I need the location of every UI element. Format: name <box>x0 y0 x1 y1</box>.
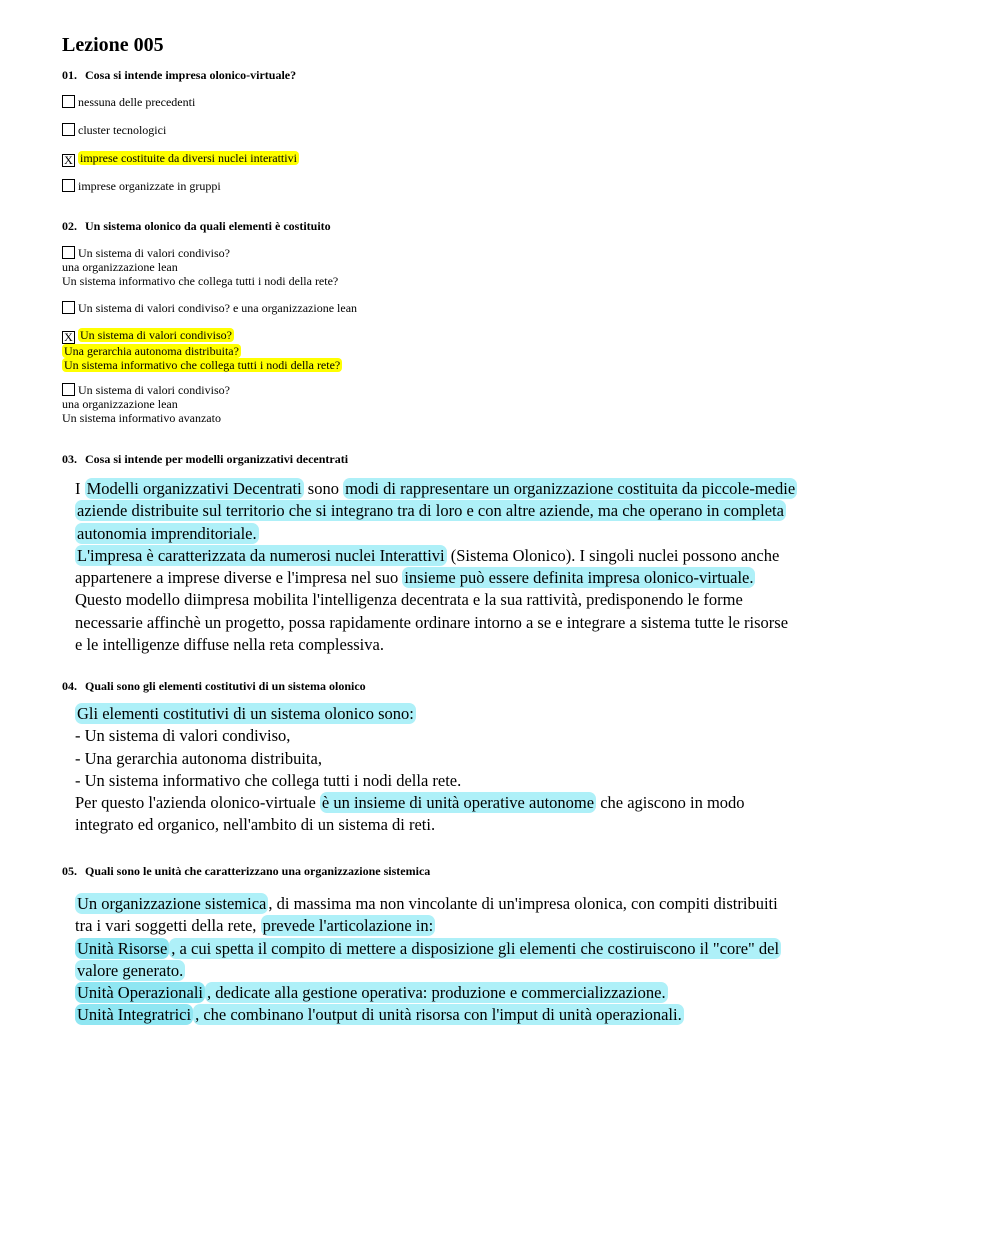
checkbox[interactable] <box>62 301 75 314</box>
answer-text: - Una gerarchia autonoma distribuita, <box>75 748 322 768</box>
q3-answer <box>75 478 797 656</box>
answer-highlight: Unità Risorse <box>77 938 168 958</box>
answer-highlight: L'impresa è caratterizzata da numerosi nuclei Interattivi <box>77 545 445 565</box>
question-number: 03. <box>62 452 77 466</box>
option-line: Un sistema informativo avanzato <box>62 411 221 425</box>
lesson-title: Lezione 005 <box>62 34 164 56</box>
option-label: imprese costituite da diversi nuclei interattivi <box>80 151 297 165</box>
question-text: Un sistema olonico da quali elementi è costituito <box>85 219 331 233</box>
answer-text: appartenere a imprese diverse e l'impresa nel suo <box>75 568 403 588</box>
option-line: una organizzazione lean <box>62 397 178 411</box>
option-line: Un sistema di valori condiviso? <box>80 328 232 342</box>
answer-text: e le intelligenze diffuse nella reta complessiva. <box>75 635 384 655</box>
answer-highlight: Modelli organizzativi Decentrati <box>86 479 302 498</box>
answer-highlight: prevede l'articolazione in: <box>262 916 434 936</box>
checkbox-checked[interactable]: X <box>62 154 75 167</box>
option-line: Una gerarchia autonoma distribuita? <box>64 344 239 358</box>
q2-option-3-selected[interactable] <box>62 328 342 372</box>
answer-text: tra i vari soggetti della rete, <box>75 916 261 936</box>
q1-option-4[interactable] <box>62 179 221 193</box>
answer-highlight: Gli elementi costitutivi di un sistema olonico sono: <box>77 704 414 723</box>
checkbox[interactable] <box>62 383 75 396</box>
question-number: 01. <box>62 68 77 82</box>
option-line: Un sistema di valori condiviso? <box>78 383 230 397</box>
q1-option-2[interactable] <box>62 123 166 137</box>
question-text: Quali sono gli elementi costitutivi di un sistema olonico <box>85 679 366 693</box>
question-text: Quali sono le unità che caratterizzano una organizzazione sistemica <box>85 864 431 878</box>
checkbox-checked[interactable]: X <box>62 331 75 344</box>
q5-answer <box>75 893 781 1027</box>
question-01-title <box>62 68 296 82</box>
q2-option-4[interactable] <box>62 383 230 425</box>
question-04-title <box>62 679 366 693</box>
answer-highlight: , dedicate alla gestione operativa: produzione e commercializzazione. <box>207 983 666 1003</box>
option-label: cluster tecnologici <box>78 123 167 137</box>
option-line: una organizzazione lean <box>62 260 178 274</box>
answer-text: integrato ed organico, nell'ambito di un sistema di reti. <box>75 815 436 835</box>
option-line: Un sistema di valori condiviso? e una organizzazione lean <box>78 301 358 315</box>
question-text: Cosa si intende per modelli organizzativi decentrati <box>85 452 349 466</box>
answer-highlight: modi di rappresentare un organizzazione costituita da piccole-medie <box>345 479 796 498</box>
answer-text: Per questo l'azienda olonico-virtuale <box>75 793 320 813</box>
checkbox[interactable] <box>62 95 75 108</box>
question-text: Cosa si intende impresa olonico-virtuale? <box>85 68 297 82</box>
answer-text: necessarie affinchè un progetto, possa rapidamente ordinare intorno a se e integrare a sistema tutte le risorse <box>75 612 789 632</box>
answer-text: (Sistema Olonico). I singoli nuclei possono anche <box>446 545 780 565</box>
answer-text: che agiscono in modo <box>596 793 745 813</box>
q1-option-1[interactable] <box>62 95 195 109</box>
question-03-title <box>62 452 348 466</box>
answer-text: - Un sistema informativo che collega tutti i nodi della rete. <box>75 770 462 790</box>
answer-highlight: è un insieme di unità operative autonome <box>321 793 595 813</box>
answer-highlight: Un organizzazione sistemica <box>77 894 267 913</box>
answer-text: sono <box>303 479 344 498</box>
answer-highlight: aziende distribuite sul territorio che si integrano tra di loro e con altre aziende, ma che operano in completa <box>77 501 784 521</box>
option-line: Un sistema informativo che collega tutti i nodi della rete? <box>64 358 341 372</box>
option-label: imprese organizzate in gruppi <box>78 179 221 193</box>
answer-highlight: , a cui spetta il compito di mettere a disposizione gli elementi che costiruiscono il "core" del <box>171 938 780 958</box>
checkbox[interactable] <box>62 246 75 259</box>
checkbox[interactable] <box>62 179 75 192</box>
question-number: 05. <box>62 864 77 878</box>
q1-option-3-selected[interactable] <box>62 151 299 167</box>
answer-text: , di massima ma non vincolante di un'impresa olonica, con compiti distribuiti <box>268 894 778 913</box>
answer-text: Questo modello diimpresa mobilita l'intelligenza decentrata e la sua rattività, predisponendo le forme <box>75 590 743 610</box>
answer-highlight: Unità Integratrici <box>77 1005 192 1025</box>
question-number: 02. <box>62 219 77 233</box>
q2-option-1[interactable] <box>62 246 338 288</box>
q2-option-2[interactable] <box>62 301 357 315</box>
option-line: Un sistema informativo che collega tutti i nodi della rete? <box>62 274 339 288</box>
checkbox[interactable] <box>62 123 75 136</box>
answer-text: I <box>75 479 85 498</box>
answer-highlight: valore generato. <box>77 960 184 980</box>
q4-answer <box>75 703 745 837</box>
question-number: 04. <box>62 679 77 693</box>
answer-highlight: autonomia imprenditoriale. <box>77 523 257 543</box>
answer-highlight: , che combinano l'output di unità risorsa con l'imput di unità operazionali. <box>195 1005 682 1025</box>
option-label: nessuna delle precedenti <box>78 95 196 109</box>
option-line: Un sistema di valori condiviso? <box>78 246 230 260</box>
question-05-title <box>62 864 430 878</box>
answer-highlight: insieme può essere definita impresa olonico-virtuale. <box>404 568 754 588</box>
answer-highlight: Unità Operazionali <box>77 983 203 1003</box>
question-02-title <box>62 219 331 233</box>
answer-text: - Un sistema di valori condiviso, <box>75 726 291 746</box>
